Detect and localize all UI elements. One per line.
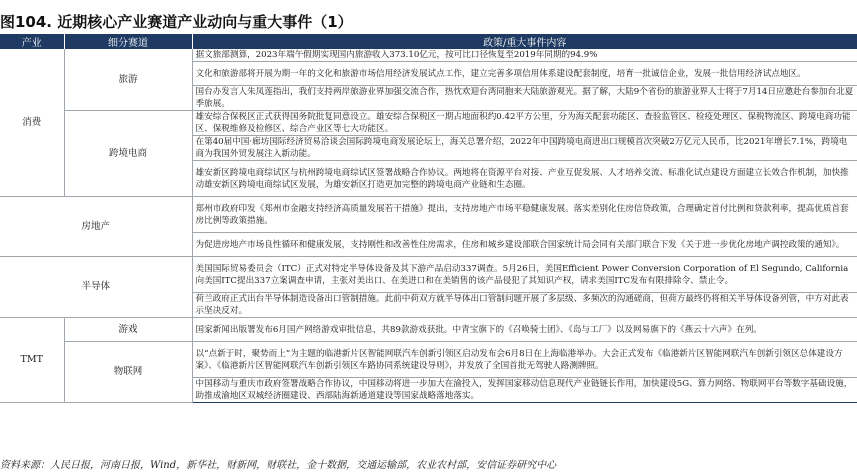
event-text: 国台办发言人朱凤莲指出，我们支持两岸旅游业界加强交流合作，热忱欢迎台湾同胞来大陆旅游观光。据了解，大陆9个省份的旅游业界人士将于7月14日应邀赴台参加台北夏季旅展。 (192, 86, 857, 111)
category-real-estate: 房地产 (0, 197, 192, 257)
table-row (0, 49, 857, 62)
segment-tourism: 旅游 (64, 49, 192, 111)
table-row (0, 342, 857, 378)
category-tmt: TMT (0, 318, 64, 403)
event-text: 中国移动与重庆市政府签署战略合作协议，中国移动将进一步加大在渝投入，发挥国家移动信息现代产业链链长作用，加快建设5G、算力网络、物联网平台等数字基础设施，助推成渝地区双城经济圈建设、西部陆海新通道建设等国家战略落地落实。 (192, 378, 857, 403)
industry-events-table (0, 34, 857, 403)
category-consumption: 消费 (0, 49, 64, 197)
event-text: 国家新闻出版署发布6月国产网络游戏审批信息，共89款游戏获批。中青宝旗下的《召唤骑士团》、《岛与工厂》以及网易旗下的《燕云十六声》在列。 (192, 318, 857, 342)
event-text: 雄安新区跨境电商综试区与杭州跨境电商综试区签署战略合作协议。两地将在资源平台对接、产业互促发展、人才培养交流、标准化试点建设方面建立长效合作机制，加快推动雄安新区跨境电商综试区发展，为雄安新区打造更加完整的跨境电商产业链和生态圈。 (192, 161, 857, 197)
event-text: 为促进房地产市场良性循环和健康发展，支持刚性和改善性住房需求，住房和城乡建设部联合国家统计局会同有关部门联合下发《关于进一步优化房地产调控政策的通知》。 (192, 233, 857, 257)
table-row (0, 197, 857, 233)
source-note: 资料来源：人民日报，河南日报，Wind，新华社，财新网，财联社，金十数据，交通运输部，农业农村部，安信证券研究中心 (0, 460, 557, 471)
figure-title: 图104. 近期核心产业赛道产业动向与重大事件（1） (0, 13, 353, 31)
event-text: 荷兰政府正式出台半导体制造设备出口管制措施。此前中荷双方就半导体出口管制问题开展了多层级、多频次的沟通磋商，但荷方最终仍将相关半导体设备列管，中方对此表示坚决反对。 (192, 293, 857, 318)
table-row (0, 318, 857, 342)
event-text: 文化和旅游部将开展为期一年的文化和旅游市场信用经济发展试点工作，建立完善多项信用体系建设配套制度，培育一批诚信企业，发展一批信用经济试点地区。 (192, 62, 857, 86)
event-text: 在第40届中国·廊坊国际经济贸易洽谈会国际跨境电商发展论坛上，海关总署介绍，2022年中国跨境电商进出口规模首次突破2万亿元人民币，比2021年增长7.1%，跨境电商为我国外贸发展注入新动能。 (192, 136, 857, 161)
event-text: 郑州市政府印发《郑州市金融支持经济高质量发展若干措施》提出，支持房地产市场平稳健康发展。落实差别化住房信贷政策，合理确定首付比例和贷款利率，提高优质首套房比例等政策措施。 (192, 197, 857, 233)
event-text: 雄安综合保税区正式获得国务院批复同意设立。雄安综合保税区一期占地面积约0.42平方公里，分为海关配套功能区、查验监管区、检疫处理区、保税物流区、跨境电商功能区、保税维修及检修区、综合产业区等七大功能区。 (192, 111, 857, 136)
segment-iot: 物联网 (64, 342, 192, 403)
event-text: 美国国际贸易委员会（ITC）正式对特定半导体设备及其下游产品启动337调查。5月26日，美国Efficient Power Conversion Corporation of El Segundo, California向美国ITC提出337立案调查申请，主张对美出口、在美进口和在美销售的该产品侵犯了其知识产权，请求美国ITC发布有限排除令、禁止令。 (192, 257, 857, 293)
category-semiconductor: 半导体 (0, 257, 192, 318)
event-text: 据文旅部测算，2023年端午假期实现国内旅游收入373.10亿元，按可比口径恢复至2019年同期的94.9% (192, 49, 857, 62)
table-row (0, 257, 857, 293)
event-text: 以“点新于时，聚势而上”为主题的临港新片区智能网联汽车创新引领区启动发布会6月8日在上海临港举办。大会正式发布《临港新片区智能网联汽车创新引领区总体建设方案》、《临港新片区智能网联汽车创新引领区车路协同系统建设导则》，并发放了全国首批无驾驶人路测牌照。 (192, 342, 857, 378)
header-content: 政策/重大事件内容 (192, 34, 857, 49)
table-header-row (0, 34, 857, 49)
header-industry: 产业 (0, 34, 64, 49)
segment-game: 游戏 (64, 318, 192, 342)
header-segment: 细分赛道 (64, 34, 192, 49)
table-row (0, 111, 857, 136)
segment-cross-border-ecommerce: 跨境电商 (64, 111, 192, 197)
